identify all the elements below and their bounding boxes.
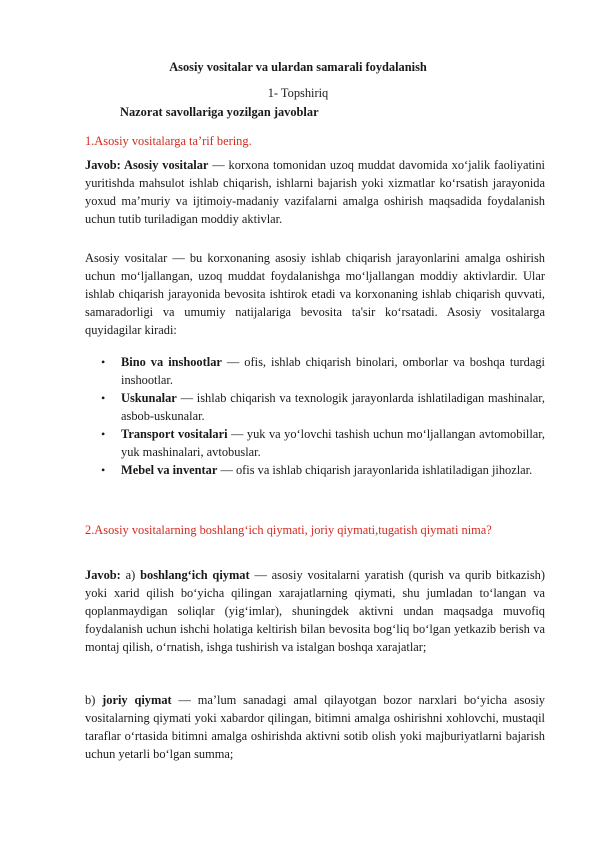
bullet-icon: •	[101, 391, 106, 405]
list-item-term: Transport vositalari	[121, 427, 228, 441]
answer-2b-paragraph	[85, 691, 545, 763]
answer-2a-paragraph	[85, 566, 545, 656]
list-item-text: — ofis, ishlab chiqarish binolari, omborlar va boshqa turdagi inshootlar.	[121, 355, 545, 387]
list-item-term: Uskunalar	[121, 391, 177, 405]
list-item-text: — yuk va yo‘lovchi tashish uchun mo‘ljallangan avtomobillar, yuk mashinalari, avtobuslar.	[121, 427, 545, 459]
answer-2b-text: — ma’lum sanadagi amal qilayotgan bozor narxlari bo‘yicha asosiy vositalarning qiymati yoki xabardor qilingan, bitimni amalga oshirishni xohlovchi, mustaqil taraflar o‘rtasida bitimni amalga oshirishda aktivni sotib olish yoki majburiyatlarni bajarish uchun yetarli bo‘lgan summa;	[85, 693, 545, 761]
answer-2a-term: boshlang‘ich qiymat	[140, 568, 250, 582]
answer-1-lead: Javob: Asosiy vositalar	[85, 158, 209, 172]
bullet-icon: •	[101, 355, 106, 369]
section-subheading: Nazorat savollariga yozilgan javoblar	[120, 105, 319, 119]
definition-paragraph: Asosiy vositalar — bu korxonaning asosiy ishlab chiqarish jarayonlarini amalga oshirish uchun mo‘ljallangan, uzoq muddat foydalanishga mo‘ljallangan moddiy aktivlardir. Ular ishlab chiqarish jarayonida bevosita ishtirok etadi va korxonaning ishlab chiqarish quvvati, samaradorligi va umumiy natijalariga bevosita ta'sir ko‘rsatadi. Asosiy vositalarga quyidagilar kiradi:	[85, 251, 545, 337]
question-1: 1.Asosiy vositalarga ta’rif bering.	[85, 134, 252, 148]
list-item-text: — ishlab chiqarish va texnologik jarayonlarda ishlatiladigan mashinalar, asbob-uskunalar.	[121, 391, 545, 423]
list-item-term: Bino va inshootlar	[121, 355, 222, 369]
list-item	[85, 353, 545, 389]
answer-2b-prefix: b)	[85, 693, 103, 707]
list-item-text: — ofis va ishlab chiqarish jarayonlarida ishlatiladigan jihozlar.	[217, 463, 533, 477]
answer-2a-text: — asosiy vositalarni yaratish (qurish va qurib bitkazish) yoki xarid qilish bo‘yicha qilingan xarajatlarning qiymati, shu jumladan to‘langan va qoplanmaydigan soliqlar (yig‘imlar), shuningdek aktivni undan maqsadga muvofiq foydalanish uchun ishchi holatiga keltirish bilan bevosita bog‘liq bo‘lgan yetkazib berish va montaj qilish, o‘rnatish, ishga tushirish va istalgan boshqa xarajatlar;	[85, 568, 545, 654]
bullet-icon: •	[101, 427, 106, 441]
list-item-term: Mebel va inventar	[121, 463, 218, 477]
question-2: 2.Asosiy vositalarning boshlang‘ich qiymati, joriy qiymati,tugatish qiymati nima?	[85, 523, 492, 537]
bullet-icon: •	[101, 463, 106, 477]
list-item	[85, 425, 545, 461]
task-number: 1- Topshiriq	[267, 86, 329, 100]
list-item	[85, 389, 545, 425]
answer-1-paragraph	[85, 156, 545, 228]
answer-2b-term: joriy qiymat	[102, 693, 172, 707]
answer-2-lead: Javob:	[85, 568, 121, 582]
answer-2a-prefix: a)	[120, 568, 141, 582]
list-item	[85, 461, 545, 479]
document-title: Asosiy vositalar va ulardan samarali foydalanish	[169, 60, 427, 74]
asset-types-list	[85, 353, 545, 479]
answer-1-text: — korxona tomonidan uzoq muddat davomida xo‘jalik faoliyatini yuritishda mahsulot ishlab chiqarish, ishlarni bajarish yoki xizmatlar ko‘rsatish jarayonida yoxud ma’muriy va ijtimoiy-madaniy vazifalarni amalga oshirish maqsadida foydalanish uchun tutib turiladigan moddiy aktivlar.	[85, 158, 545, 226]
